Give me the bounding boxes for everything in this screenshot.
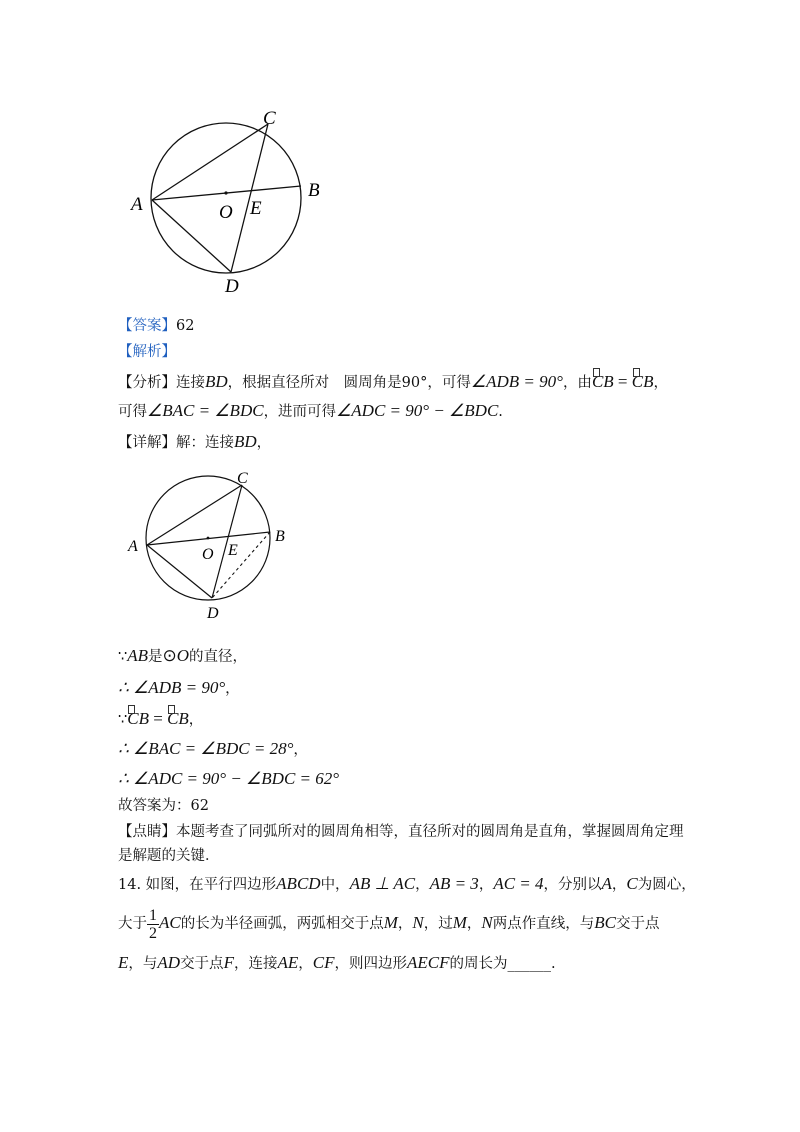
step-eq: ∴ ∠ADB = 90° (118, 678, 226, 697)
fraction-den: 2 (149, 924, 157, 942)
step-1 (118, 646, 247, 667)
q14-text: ，则四边形 (334, 956, 407, 972)
q14-text: 交于点 (616, 916, 660, 932)
fenxi-tag: 【分析】 (118, 375, 176, 391)
q14-point: E (118, 953, 129, 972)
analysis-tag: 【解析】 (118, 344, 176, 360)
step-eq: ∴ ∠BAC = ∠BDC = 28° (118, 739, 294, 758)
figure-circle-1 (125, 100, 335, 300)
label-O: O (202, 546, 214, 563)
q14-text: ，连接 (233, 956, 278, 972)
step-o: O (176, 646, 190, 665)
figure-circle-2 (122, 465, 302, 630)
final-answer: 故答案为：62 (118, 798, 209, 814)
fenxi-text: . (498, 404, 503, 420)
q14-text: 为圆心， (637, 877, 696, 893)
fenxi-text: ， (653, 375, 668, 391)
step-text: ， (188, 712, 204, 728)
q14-seg: AE (277, 953, 299, 972)
answer-tag: 【答案】 (118, 318, 176, 334)
q14-point: M (383, 913, 398, 932)
q14-text: . (550, 956, 556, 972)
dianjing-tag: 【点睛】 (118, 824, 176, 840)
fenxi-text: ，根据直径所对 圆周角是90°，可得 (227, 375, 471, 391)
q14-text: 交于点 (180, 956, 224, 972)
label-B: B (308, 180, 320, 201)
q14-point: A (601, 874, 612, 893)
q14-perp: AB ⊥ AC (349, 874, 416, 893)
q14-text: 14. 如图，在平行四边形 (118, 877, 277, 893)
step-arc1: CB (127, 709, 149, 728)
step-text: ， (293, 742, 308, 758)
q14-point: N (481, 913, 493, 932)
q14-text: ，过 (423, 916, 453, 932)
label-D: D (207, 605, 219, 622)
fenxi-line-1 (118, 372, 668, 393)
dianjing-line-2: 是解题的关键． (118, 848, 220, 864)
q14-text: 的周长为 (449, 956, 508, 972)
q14-point: F (223, 953, 234, 972)
fenxi-text: 可得 (118, 404, 147, 420)
step-text: ∵ (118, 649, 128, 665)
step-3 (118, 709, 203, 730)
q14-point: N (412, 913, 424, 932)
fenxi-text: 连接 (176, 375, 205, 391)
fenxi-eq1: ∠ADB = 90° (470, 372, 563, 391)
xiangjie-tag: 【详解】 (118, 435, 176, 451)
q14-text: 的长为半径画弧，两弧相交于点 (180, 916, 384, 932)
q14-ac: AC (159, 913, 181, 932)
q14-point: C (626, 874, 638, 893)
xiangjie-line (118, 432, 271, 453)
circle-symbol: ⊙ (162, 646, 177, 665)
fenxi-eq2: ∠BAC = ∠BDC (147, 401, 264, 420)
q14-quad: AECF (406, 953, 450, 972)
step-text: ∵ (118, 712, 128, 728)
fenxi-text: ，由 (562, 375, 592, 391)
q14-ab3: AB = 3 (429, 874, 479, 893)
q14-text: ，分别以 (543, 877, 602, 893)
fenxi-arc1: CB (591, 372, 614, 391)
step-4 (118, 739, 308, 760)
step-text: 的直径， (189, 649, 248, 665)
fenxi-bd: BD (205, 372, 228, 391)
q14-seg: CF (312, 953, 335, 972)
step-5 (118, 769, 339, 790)
label-C: C (263, 108, 276, 129)
step-text: ， (225, 681, 240, 697)
step-ab: AB (127, 646, 149, 665)
q14-line-1 (118, 874, 696, 895)
label-E: E (228, 542, 238, 559)
fenxi-line-2 (118, 401, 503, 422)
label-A: A (128, 538, 138, 555)
answer-blank: ______ (507, 956, 551, 972)
q14-text: 两点作直线，与 (492, 916, 595, 932)
xiangjie-text: ， (256, 435, 272, 451)
q14-text: 大于 (118, 916, 147, 932)
q14-text: ， (415, 877, 430, 893)
answer-value: 62 (176, 318, 195, 334)
answer-line (118, 316, 194, 336)
q14-line-3 (118, 953, 556, 974)
label-A: A (131, 194, 143, 215)
fraction-half (147, 907, 159, 942)
fenxi-eq3: ∠ADC = 90° − ∠BDC (336, 401, 499, 420)
xiangjie-text: 解：连接 (176, 435, 234, 451)
fraction-num: 1 (149, 906, 157, 924)
step-eq-sym: = (148, 709, 168, 728)
label-O: O (219, 202, 233, 223)
q14-text: ， (478, 877, 494, 893)
label-C: C (237, 470, 248, 487)
dianjing-text: 本题考查了同弧所对的圆周角相等，直径所对的圆周角是直角，掌握圆周角定理 (176, 824, 684, 840)
step-eq: ∴ ∠ADC = 90° − ∠BDC = 62° (118, 769, 340, 788)
q14-seg: BC (594, 913, 616, 932)
q14-point: M (452, 913, 467, 932)
step-text: 是 (148, 649, 163, 665)
q14-text: ， (298, 956, 313, 972)
fenxi-eq-sym: = (613, 372, 632, 391)
q14-text: ， (611, 877, 627, 893)
label-D: D (225, 276, 239, 297)
step-2 (118, 678, 240, 699)
dianjing-line-1 (118, 822, 684, 842)
q14-ac4: AC = 4 (493, 874, 544, 893)
fenxi-arc2: CB (631, 372, 654, 391)
q14-seg: AD (157, 953, 181, 972)
q14-line-2 (118, 906, 660, 942)
q14-text: 中， (320, 877, 350, 893)
label-E: E (250, 198, 262, 219)
xiangjie-bd: BD (234, 432, 257, 451)
label-B: B (275, 528, 285, 545)
q14-text: ， (397, 916, 413, 932)
step-arc2: CB (167, 709, 189, 728)
q14-text: ，与 (128, 956, 158, 972)
q14-text: ， (466, 916, 482, 932)
fenxi-text: ，进而可得 (263, 404, 337, 420)
q14-abcd: ABCD (276, 874, 321, 893)
